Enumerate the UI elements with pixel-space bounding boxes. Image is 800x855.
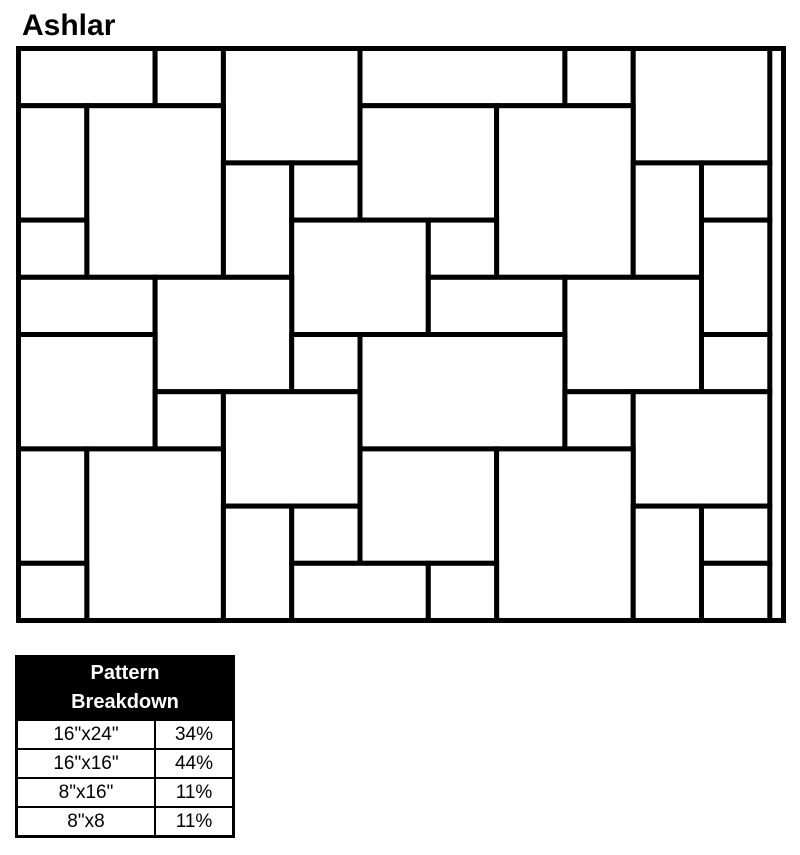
tile [19, 563, 87, 620]
tile [633, 163, 701, 277]
tile [428, 563, 496, 620]
tile [223, 163, 291, 277]
tile [155, 277, 292, 391]
tile-size: 8"x16" [17, 778, 156, 807]
tile [155, 392, 223, 449]
tile [633, 506, 701, 620]
tile [702, 220, 770, 334]
tile [702, 506, 770, 563]
tile [292, 163, 360, 220]
tile-percent: 11% [155, 807, 234, 837]
tile [292, 506, 360, 563]
tile [87, 106, 224, 278]
tile-size: 8"x8 [17, 807, 156, 837]
breakdown-header-line1: Pattern [90, 662, 160, 684]
tile-size: 16"x16" [17, 749, 156, 778]
tile [428, 277, 565, 334]
tile [702, 563, 770, 620]
tile [565, 277, 702, 391]
tile-percent: 34% [155, 720, 234, 749]
tile [702, 335, 770, 392]
tile [360, 49, 565, 106]
tile [19, 277, 156, 334]
breakdown-header-line2: Breakdown [71, 691, 179, 713]
tile [360, 449, 497, 563]
tile [292, 220, 429, 334]
tile [633, 49, 770, 163]
tile [565, 392, 633, 449]
breakdown-row [17, 720, 234, 749]
tile [497, 106, 634, 278]
tile [633, 392, 770, 506]
tile [19, 335, 156, 449]
tile [19, 449, 87, 563]
tile [155, 49, 223, 106]
tile [19, 49, 156, 106]
tile-percent: 11% [155, 778, 234, 807]
tile [565, 49, 633, 106]
tile [19, 106, 87, 220]
tile [223, 506, 291, 620]
breakdown-row [17, 778, 234, 807]
tile-percent: 44% [155, 749, 234, 778]
tile [19, 220, 87, 277]
tile [428, 220, 496, 277]
tile [87, 449, 224, 621]
pattern-breakdown-table [15, 655, 235, 838]
tile [223, 392, 360, 506]
tile [497, 449, 634, 621]
tile [360, 335, 565, 449]
breakdown-header [17, 657, 234, 721]
tile-size: 16"x24" [17, 720, 156, 749]
tile [292, 563, 429, 620]
breakdown-row [17, 807, 234, 837]
ashlar-pattern-diagram [16, 46, 786, 626]
tile [223, 49, 360, 163]
pattern-title: Ashlar [22, 9, 116, 42]
breakdown-row [17, 749, 234, 778]
tile [702, 163, 770, 220]
tile [292, 335, 360, 392]
tile [360, 106, 497, 220]
